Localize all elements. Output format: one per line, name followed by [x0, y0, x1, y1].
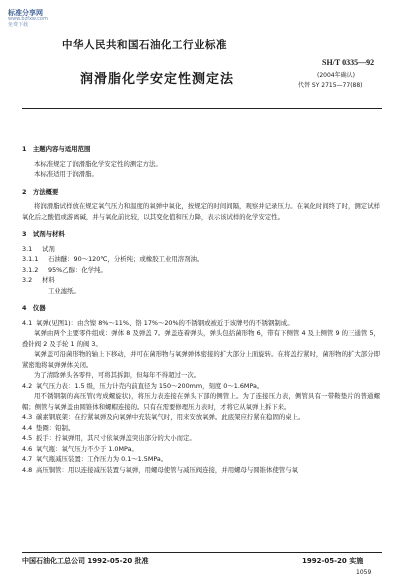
section-1-para-1: 本标准规定了润滑脂化学安定性的测定方法。 [34, 159, 162, 168]
clause-text: 石油醚：90～120℃，分析纯；或橡胶工业用溶剂油。 [48, 255, 204, 263]
standard-title: 润滑脂化学安定性测定法 [80, 72, 235, 87]
clause-4-5 [22, 433, 380, 444]
implementation-date: 1992-05-20 实施 [302, 557, 364, 565]
clause-number: 4.6 [22, 444, 33, 453]
section-2-para-1: 将润滑脂试样放在规定氧气压力和温度的氧弹中氧化，按规定的时间间隔，观察并记录压力。在氧化时间终了时，测定试样氧化后之酸值或游离碱，并与氧化前比较，以其变化值和压力降，表示该试样的化学安定性。 [22, 202, 380, 221]
clause-3-2 [22, 275, 380, 286]
clause-number: 4.8 [22, 465, 33, 474]
clause-3-1 [22, 244, 380, 255]
clause-number: 4.5 [22, 434, 33, 442]
watermark-line1: 标准分享网 [8, 9, 43, 17]
clause-4-4 [22, 423, 380, 434]
footer-divider [22, 552, 382, 553]
clause-text: 95%乙醇：化学纯。 [48, 265, 107, 274]
header-divider [22, 108, 382, 109]
clause-4-8 [22, 465, 380, 476]
clause-number: 3.2 [22, 276, 33, 284]
section-2-heading: 2 方法概要 [22, 187, 59, 196]
clause-3-1-1 [22, 254, 380, 265]
clause-text: 试剂 [42, 244, 55, 253]
clause-4-3 [22, 412, 380, 423]
section-4-heading: 4 仪器 [22, 304, 46, 312]
clause-number: 4.2 [22, 381, 33, 390]
clause-text: 扳手：拧氧弹用，其尺寸依氧弹盖突出部分的大小而定。 [36, 434, 196, 442]
watermark-line2: www.bzfxw.com [8, 16, 48, 22]
clause-4-7 [22, 454, 380, 465]
watermark-line3: 免费下载 [8, 22, 29, 28]
clause-4-2-para-2: 用不锈钢制的高压管(弯成螺旋状)，将压力表连接在弹头下部的侧管上。为了连接压力表，侧管具有一带鞍垫片的普通螺帽；侧管与氧弹盖由圆锥体和螺帽连接的。只有在需要修理压力表时，才将它从氧弹上拆下来。 [22, 392, 380, 411]
document-body [22, 144, 380, 475]
standard-code: SH/T 0335—92 [322, 58, 375, 67]
clause-3-1-2 [22, 265, 380, 276]
clause-text: 垫圈：铅制。 [36, 423, 75, 432]
clause-number: 4.3 [22, 413, 33, 421]
approval-note: 中国石油化工总公司 1992-05-20 批准 [22, 557, 149, 565]
clause-text: 氧气瓶：氧气压力不少于 1.0MPa。 [36, 444, 138, 453]
page-number: 1059 [356, 569, 372, 576]
clause-text: 材料 [42, 276, 55, 284]
clause-text: 碳素钢底架：在拧紧氧弹及向氧弹中充装氧气时，用来安放氧弹。此底架应拧紧在稳固的桌上。 [36, 413, 305, 421]
ministry-heading: 中华人民共和国石油化工行业标准 [62, 39, 227, 51]
clause-4-1 [22, 318, 380, 329]
clause-number: 3.1.1 [22, 255, 39, 263]
section-3-heading: 3 试剂与材料 [22, 230, 65, 238]
clause-4-1-para-2: 氧弹由两个主要零件组成：弹体 8 及弹盖 7。弹盖连着弹头，弹头包括菌形物 6，带有下侧管 4 及上侧管 9 的三通管 5，叠针阀 2 及手轮 1 的阀 3。 [22, 329, 380, 348]
clause-text: 高压铜管：用以连接减压装置与氧弹，用螺母使管与减压阀连接，并用螺母与圆锥体使管与氧 [36, 465, 299, 474]
clause-number: 4.1 [22, 318, 33, 327]
clause-number: 3.1.2 [22, 265, 39, 274]
replace-note: 代替 SY 2715—77(88) [298, 82, 363, 89]
clause-number: 4.7 [22, 455, 33, 463]
watermark-logo [8, 10, 48, 28]
clause-4-1-para-3: 氧弹盖可沿菌形物的轴上下移动，并可在菌形物与氧弹弹体密接的扩大部分上面旋转。在将盖拧紧时，菌形物的扩大部分即紧密地将氧弹弹体关闭。 [22, 350, 380, 369]
clause-4-1-para-4: 为了清除弹头各零件，可将其拆卸，但每年不得超过一次。 [34, 371, 201, 379]
clause-number: 3.1 [22, 244, 33, 253]
confirm-note: (2004年确认) [317, 72, 355, 79]
clause-text: 氧弹(见图1)：由含镍 8%～11%、铬 17%～20%的不锈钢或被近于该牌号的不锈钢制成。 [36, 318, 294, 327]
section-1-heading: 1 主题内容与适用范围 [22, 145, 91, 153]
clause-text: 氧气瓶减压装置：工作压力为 0.1～1.5MPa。 [36, 455, 168, 463]
clause-3-2-text: 工业滤纸。 [48, 286, 80, 295]
clause-number: 4.4 [22, 423, 33, 432]
clause-4-2 [22, 381, 380, 392]
clause-4-6 [22, 444, 380, 455]
section-1-para-2: 本标准适用于润滑脂。 [34, 170, 98, 178]
clause-text: 氧气压力表：1.5 级，压力计壳内前直径为 150～200mm，刻度 0～1.6MPa。 [36, 381, 264, 390]
